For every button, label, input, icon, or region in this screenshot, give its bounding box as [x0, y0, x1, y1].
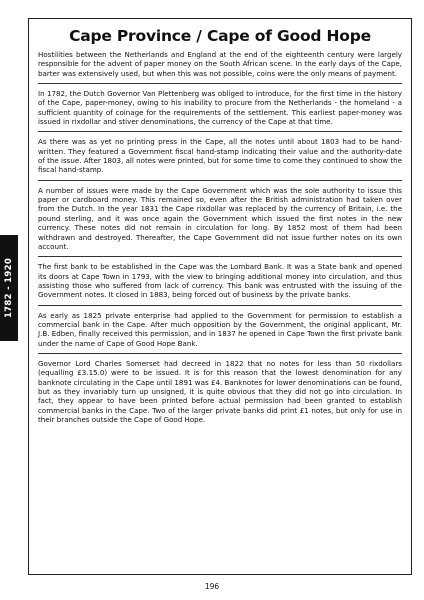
date-range-label: 1782 - 1920 [4, 257, 14, 319]
divider [38, 83, 402, 84]
page-title: Cape Province / Cape of Good Hope [69, 27, 371, 45]
page-number: 196 [204, 582, 220, 591]
paragraph-7: Governor Lord Charles Somerset had decreed in 1822 that no notes for less than 50 rixdollars (equalling £3.15.0) were to be issued. It is for this reason that the lowest denomination for any banknote circulating in the Cape until 1891 was £4. Banknotes for lower denominations can be found, but as they invariably turn up unsigned, it is quite obvious that they did not go into circulation. In fact, they appear to have been printed before actual permission had been granted to establish commercial banks in the Cape. Two of the larger private banks did print £1 notes, but only for use in their branches outside the Cape of Good Hope. [38, 358, 402, 424]
divider [38, 131, 402, 132]
divider [38, 180, 402, 181]
paragraph-1: Hostilities between the Netherlands and England at the end of the eighteenth century were largely responsible for the advent of paper money on the South African scene. In the early days of the Cape, barter was extensively used, but when this was not possible, coins were the only means of payment. [38, 50, 402, 78]
paragraph-2: In 1782, the Dutch Governor Van Plettenberg was obliged to introduce, for the first time in the history of the Cape, paper-money, owing to his inability to procure from the Netherlands - the homeland - a sufficient quantity of coinage for the requirements of the settlement. This earliest paper-money was issued in rixdollar and stiver denominations, the currency of the Cape at that time. [38, 89, 402, 127]
content-frame [28, 18, 412, 575]
date-range-tab [0, 235, 18, 341]
paragraph-6: As early as 1825 private enterprise had applied to the Government for permission to establish a commercial bank in the Cape. After much opposition by the Government, the original applicant, Mr. J.B. Edben, finally received this permission, and in 1837 he opened in Cape Town the first private bank under the name of Cape of Good Hope Bank. [38, 310, 402, 348]
divider [38, 256, 402, 257]
paragraph-4: A number of issues were made by the Cape Government which was the sole authority to issue this paper or cardboard money. This remained so, even after the British administration had taken over from the Dutch. In the year 1831 the Cape rixdollar was replaced by the currency of Britain, i.e. the pound sterling, and it was once again the Government which issued the first notes in the new currency. These notes did not remain in circulation for long. By 1852 most of them had been withdrawn and destroyed. Thereafter, the Cape Government did not issue further notes on its own account. [38, 185, 402, 251]
divider [38, 305, 402, 306]
paragraph-3: As there was as yet no printing press in the Cape, all the notes until about 1803 had to be hand-written. They featured a Government fiscal hand-stamp indicating their value and the authority-date of the issue. After 1803, all notes were printed, but for some time to come they continued to show the fiscal hand-stamp. [38, 137, 402, 175]
paragraph-5: The first bank to be established in the Cape was the Lombard Bank. It was a State bank and opened its doors at Cape Town in 1793, with the view to bringing additional money into circulation, and thus assisting those who suffered from lack of currency. This bank was entrusted with the issuing of the Government notes. It closed in 1883, being forced out of business by the private banks. [38, 262, 402, 300]
divider [38, 353, 402, 354]
